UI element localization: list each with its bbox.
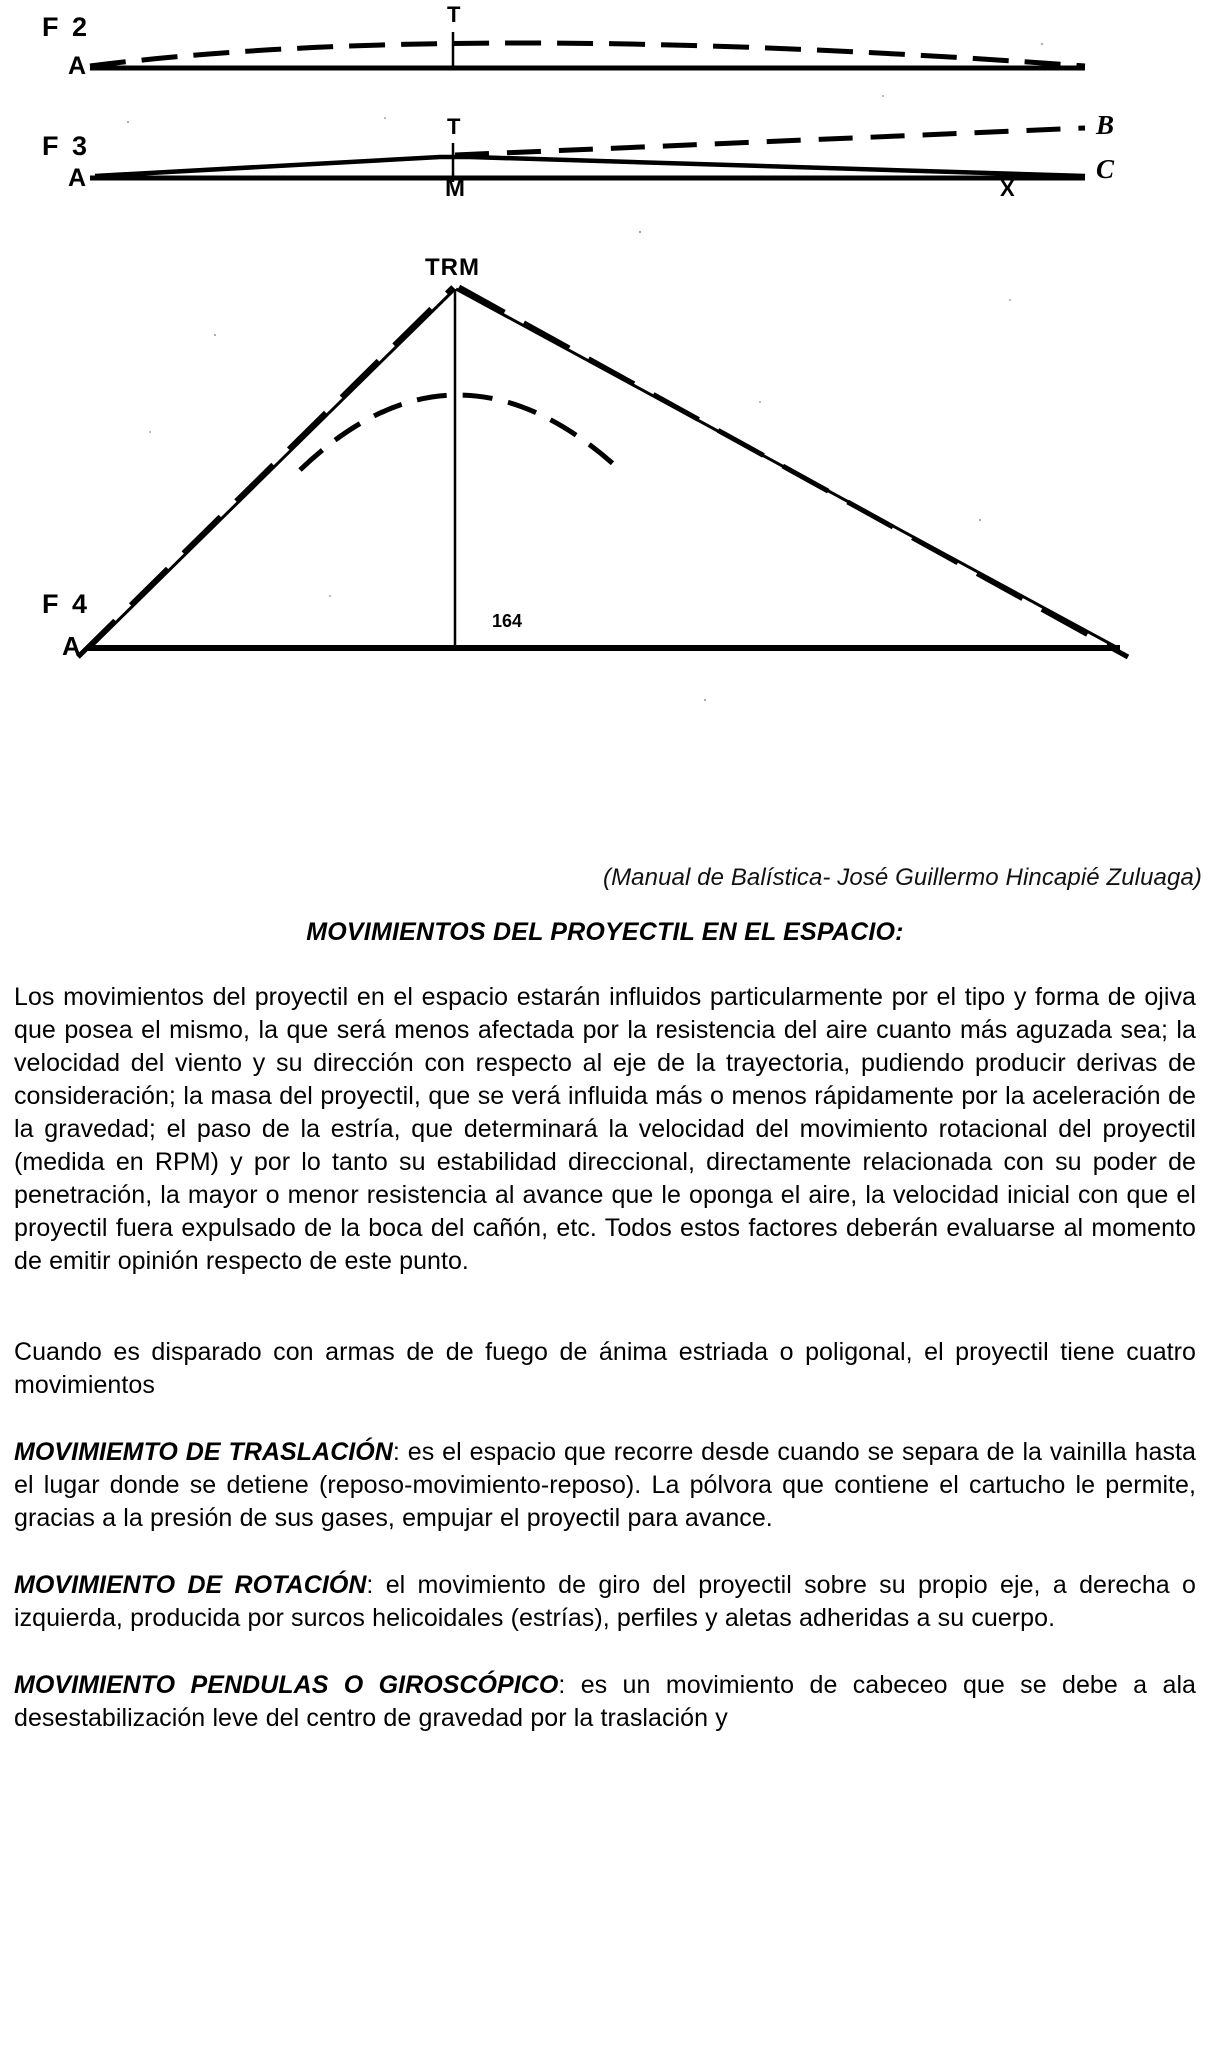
movement-rotation [14, 1569, 1196, 1635]
movement-rotation-separator: : [366, 1571, 374, 1599]
paragraph-four-movements: Cuando es disparado con armas de de fuego de ánima estriada o poligonal, el proyectil tiene cuatro movimientos [14, 1338, 1196, 1399]
movement-gyroscopic-term: MOVIMIENTO PENDULAS O GIROSCÓPICO [14, 1671, 559, 1699]
f3-departure-line [455, 128, 1085, 155]
figure-panel-f2 [42, 2, 1085, 80]
ballistics-figure [0, 0, 1210, 891]
f2-panel-label: F 2 [42, 12, 91, 42]
f3-right-lower-label: C [1096, 154, 1115, 184]
figure-panel-f4 [42, 254, 1128, 661]
movement-rotation-text: el movimiento de giro del proyectil sobre su propio eje, a derecha o izquierda, producida por surcos helicoidales (estrías), perfiles y aletas adheridas a su cuerpo. [14, 1571, 1196, 1632]
figure-caption: (Manual de Balística- José Guillermo Hincapié Zuluaga) [602, 864, 1202, 891]
scan-speckles [127, 43, 1043, 701]
f3-right-base-label: X [1000, 176, 1015, 201]
f4-apex-label: TRM [425, 254, 480, 281]
paragraph-intro: Los movimientos del proyectil en el espacio estarán influidos particularmente por el tipo y forma de ojiva que posea el mismo, la que será menos afectada por la resistencia del aire cuanto más aguzada sea; la velocidad del viento y su dirección con respecto al eje de la trayectoria, pudiendo producir derivas de consideración; la masa del proyectil, que se verá influida más o menos rápidamente por la aceleración de la gravedad; el paso de la estría, que determinará la velocidad del movimiento rotacional del proyectil (medida en RPM) y por lo tanto su estabilidad direccional, directamente relacionada con su poder de penetración, la mayor o menor resistencia al avance que le oponga el aire, la velocidad inicial con que el proyectil fuera expulsado de la boca del cañón, etc. Todos estos factores deberán evaluarse al momento de emitir opinión respecto de este punto. [14, 983, 1196, 1275]
f4-dashed-ascending-line [78, 287, 453, 657]
f4-inner-label: 164 [492, 611, 523, 631]
f3-mid-label: M [445, 175, 465, 202]
movement-translation [14, 1436, 1196, 1535]
f4-origin-label: A [62, 631, 81, 661]
f4-inner-trajectory-arc [300, 395, 620, 470]
movement-translation-separator: : [392, 1438, 400, 1466]
f3-right-upper-label: B [1096, 110, 1115, 140]
f2-origin-label: A [68, 52, 87, 80]
f3-panel-label: F 3 [42, 131, 91, 161]
f2-apex-label: T [447, 2, 461, 27]
movement-gyroscopic-text: es un movimiento de cabeceo que se debe a ala desestabilización leve del centro de gravedad por la traslación y [14, 1671, 1196, 1732]
movement-rotation-term: MOVIMIENTO DE ROTACIÓN [14, 1571, 367, 1599]
trajectory-diagram [0, 0, 1210, 860]
movement-translation-text: es el espacio que recorre desde cuando se separa de la vainilla hasta el lugar donde se detiene (reposo-movimiento-reposo). La pólvora que contiene el cartucho le permite, gracias a la presión de sus gases, empujar el proyectil para avance. [14, 1438, 1196, 1532]
movement-gyroscopic-separator: : [558, 1671, 566, 1699]
f4-dashed-descending-line [459, 287, 1128, 657]
movement-gyroscopic [14, 1669, 1196, 1735]
movement-translation-term: MOVIMIEMTO DE TRASLACIÓN [14, 1438, 393, 1466]
f3-origin-label: A [68, 164, 87, 192]
page-title: MOVIMIENTOS DEL PROYECTIL EN EL ESPACIO: [306, 918, 904, 946]
f4-panel-label: F 4 [42, 589, 91, 619]
f3-trajectory-curve [95, 157, 1085, 176]
figure-panel-f3 [42, 110, 1115, 202]
f3-apex-label: T [447, 114, 461, 139]
document-body [0, 918, 1210, 1735]
f2-trajectory-curve [90, 43, 1085, 66]
